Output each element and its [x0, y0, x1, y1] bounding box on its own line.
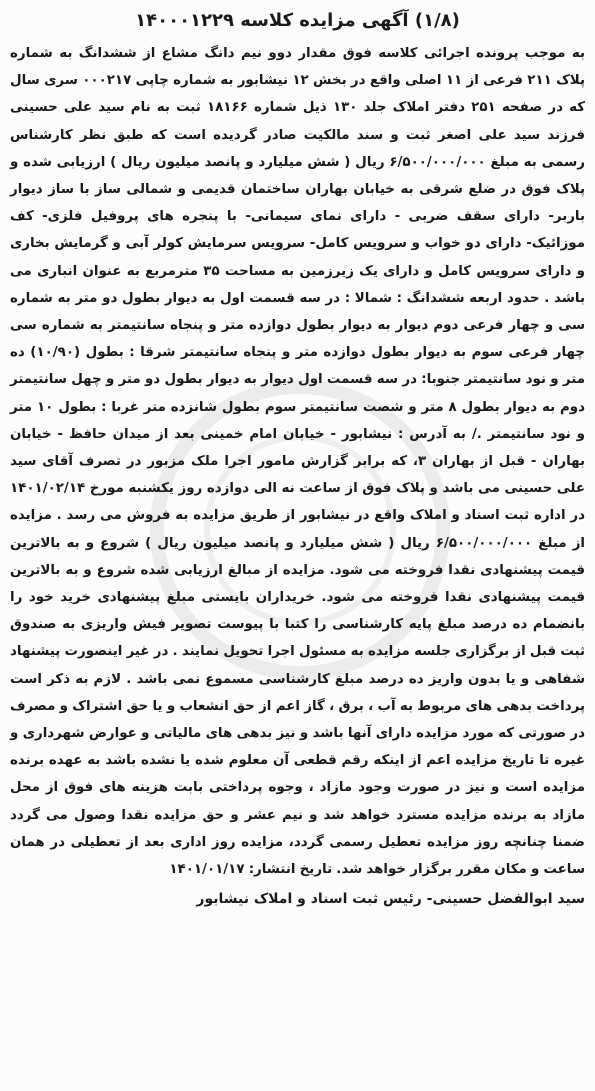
notice-signature: سید ابوالفضل حسینی- رئیس ثبت اسناد و املاک نیشابور [196, 891, 585, 908]
notice-title: (۱/۸) آگهی مزایده کلاسه ۱۴۰۰۰۱۲۲۹ [135, 10, 460, 31]
notice-body: به موجب پرونده اجرائی کلاسه فوق مقدار دوو نیم دانگ مشاع از ششدانگ به شماره پلاک ۲۱۱ فرعی از ۱۱ اصلی واقع در بخش ۱۲ نیشابور به شماره چاپی ۰۰۰۲۱۷ سری سال که در صفحه ۲۵۱ دفتر املاک جلد ۱۳۰ ذیل شماره ۱۸۱۶۶ ثبت به نام سید علی حسینی فرزند سید علی اصغر ثبت و سند مالکیت صادر گردیده است که طبق نظر کارشناس رسمی به مبلغ ۶/۵۰۰/۰۰۰/۰۰۰ ریال ( شش میلیارد و پانصد میلیون ریال ) ارزیابی شده و پلاک فوق در ضلع شرقی به خیابان بهاران ساختمان قدیمی و شمالی ساز با ساز دیوار باربر- دارای سقف ضربی - دارای نمای سیمانی- با پنجره های پروفیل فلزی- کف موزائیک- دارای دو خواب و سرویس کامل- سرویس سرمایش کولر آبی و گرمایش بخاری و دارای سرویس کامل و دارای یک زیرزمین به مساحت ۳۵ مترمربع به عنوان انباری می باشد . حدود اربعه ششدانگ : شمالا : در سه قسمت اول به دیوار بطول دو متر به شماره سی و چهار فرعی دوم دیوار به دیوار بطول دوازده متر و پنجاه سانتیمتر به شماره سی چهار فرعی سوم به دیوار بطول دوازده متر و پنجاه سانتیمتر شرقا : بطول (۱۰/۹۰) ده متر و نود سانتیمتر جنوبا: در سه قسمت اول دیوار به دیوار بطول دو متر و چهل سانتیمتر دوم به دیوار بطول ۸ متر و شصت سانتیمتر سوم بطول شانزده متر غربا : بطول ۱۰ متر و نود سانتیمتر ./ به آدرس : نیشابور - خیابان امام خمینی بعد از میدان حافظ - خیابان بهاران - قبل از بهاران ۳، که برابر گزارش مامور اجرا ملک مزبور در تصرف آقای سید علی حسینی می باشد و پلاک فوق از ساعت نه الی دوازده روز یکشنبه مورخ ۱۴۰۱/۰۲/۱۴ در اداره ثبت اسناد و املاک واقع در نیشابور از طریق مزایده به فروش می رسد . مزایده از مبلغ ۶/۵۰۰/۰۰۰/۰۰۰ ریال ( شش میلیارد و پانصد میلیون ریال ) شروع و به بالاترین قیمت پیشنهادی نقدا فروخته می شود. مزایده از مبالغ ارزیابی شده شروع و به بالاترین قیمت پیشنهادی نقدا فروخته می شود. خریداران بایستی مبلغ پیشنهادی خرید خود را بانضمام ده درصد مبلغ پایه کارشناسی را کتبا با پیوست تصویر فیش واریزی به صندوق ثبت قبل از برگزاری جلسه مزایده به مسئول اجرا تحویل نمایند . در غیر اینصورت پیشنهاد شفاهی و یا بدون واریز ده درصد مبلغ کارشناسی مسموع نمی باشد . لازم به ذکر است پرداخت بدهی های مربوط به آب ، برق ، گاز اعم از حق انشعاب و یا حق اشتراک و مصرف در صورتی که مورد مزایده دارای آنها باشد و نیز بدهی های مالیاتی و عوارض شهرداری و غیره تا تاریخ مزایده اعم از اینکه رقم قطعی آن معلوم شده یا نشده باشد به عهده برنده مزایده است و نیز در صورت وجود مازاد ، وجوه پرداختی بابت هزینه های فوق از محل مازاد به برنده مزایده مسترد خواهد شد و نیم عشر و حق مزایده نقدا وصول می گردد ضمنا چنانچه روز مزایده تعطیل رسمی گردد، مزایده روز اداری بعد از تعطیلی در همان ساعت و مکان مقرر برگزار خواهد شد. تاریخ انتشار: ۱۴۰۱/۰۱/۱۷ [10, 46, 586, 878]
